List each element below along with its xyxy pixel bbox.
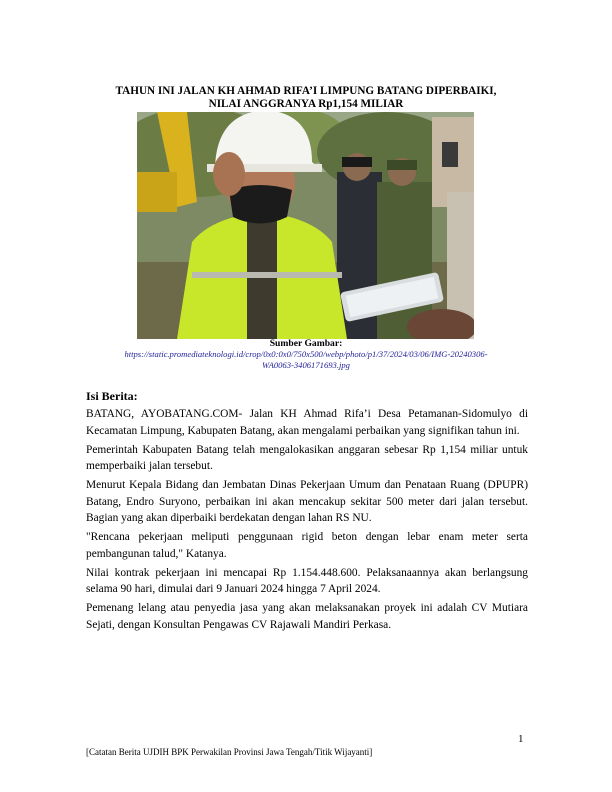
footer-note: [Catatan Berita UJDIH BPK Perwakilan Provinsi Jawa Tengah/Titik Wijayanti] xyxy=(86,747,373,757)
image-source-url-line-1[interactable]: https://static.promediateknologi.id/crop/0x0:0x0/750x500/webp/photo/p1/37/2024/03/06/IMG-20240306- xyxy=(124,349,488,359)
image-source-url[interactable] xyxy=(86,349,526,371)
news-photo xyxy=(137,112,474,339)
paragraph: "Rencana pekerjaan meliputi penggunaan rigid beton dengan lebar enam meter serta pembangunan talud," Katanya. xyxy=(86,531,528,560)
section-label: Isi Berita: xyxy=(86,389,138,403)
paragraph: Pemerintah Kabupaten Batang telah mengalokasikan anggaran sebesar Rp 1,154 miliar untuk memperbaiki jalan tersebut. xyxy=(86,443,528,472)
article-title-line-1: TAHUN INI JALAN KH AHMAD RIFA’I LIMPUNG BATANG DIPERBAIKI, xyxy=(115,85,497,97)
article-body xyxy=(86,406,528,636)
paragraph: Pemenang lelang atau penyedia jasa yang akan melaksanakan proyek ini adalah CV Mutiara Sejati, dengan Konsultan Pengawas CV Rajawali Mandiri Perkasa. xyxy=(86,602,528,631)
paragraph: Nilai kontrak pekerjaan ini mencapai Rp 1.154.448.600. Pelaksanaannya akan berlangsung selama 90 hari, dimulai dari 9 Januari 2024 hingga 7 April 2024. xyxy=(86,566,528,595)
page-number: 1 xyxy=(518,733,524,745)
image-caption-label: Sumber Gambar: xyxy=(269,338,343,349)
article-title-line-2: NILAI ANGGRANYA Rp1,154 MILIAR xyxy=(208,98,404,110)
paragraph: BATANG, AYOBATANG.COM- Jalan KH Ahmad Rifa’i Desa Petamanan-Sidomulyo di Kecamatan Limpung, Kabupaten Batang, akan mengalami perbaikan yang signifikan tahun ini. xyxy=(86,408,528,437)
image-source-url-line-2[interactable]: WA0063-3406171693.jpg xyxy=(262,360,350,370)
article-title xyxy=(60,85,552,111)
news-photo-illustration xyxy=(137,112,474,339)
paragraph: Menurut Kepala Bidang dan Jembatan Dinas Pekerjaan Umum dan Penataan Ruang (DPUPR) Batang, Endro Suryono, perbaikan ini akan mencakup sekitar 500 meter dari jalan tersebut. Bagian yang akan diperbaiki berdekatan dengan lahan RS NU. xyxy=(86,479,528,524)
